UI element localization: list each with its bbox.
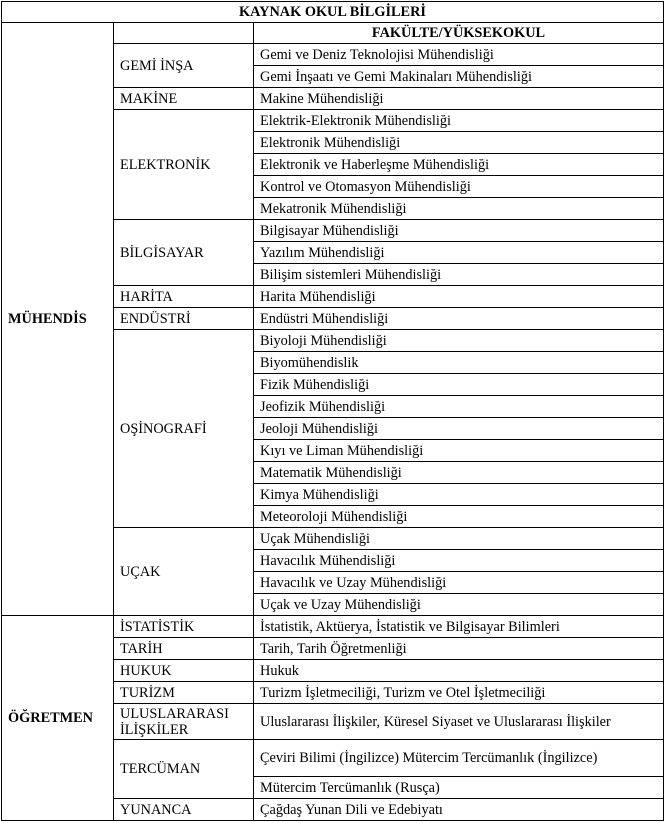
category-label: GEMİ İNŞA: [114, 44, 254, 88]
program-cell: İstatistik, Aktüerya, İstatistik ve Bilgisayar Bilimleri: [254, 616, 664, 638]
program-cell: Tarih, Tarih Öğretmenliği: [254, 638, 664, 660]
program-cell: Fizik Mühendisliği: [254, 374, 664, 396]
program-cell: Kontrol ve Otomasyon Mühendisliği: [254, 176, 664, 198]
category-label: HARİTA: [114, 286, 254, 308]
program-cell: Havacılık Mühendisliği: [254, 550, 664, 572]
program-cell: Elektronik ve Haberleşme Mühendisliği: [254, 154, 664, 176]
program-cell: Kimya Mühendisliği: [254, 484, 664, 506]
category-label: YUNANCA: [114, 799, 254, 821]
program-cell: Biyomühendislik: [254, 352, 664, 374]
subheader-empty-cell: [114, 23, 254, 44]
program-cell: Meteoroloji Mühendisliği: [254, 506, 664, 528]
category-label: MAKİNE: [114, 88, 254, 110]
program-cell: Jeofizik Mühendisliği: [254, 396, 664, 418]
category-label: İSTATİSTİK: [114, 616, 254, 638]
program-cell: Uçak Mühendisliği: [254, 528, 664, 550]
category-label: TURİZM: [114, 682, 254, 704]
title-row: [2, 2, 664, 23]
group-label: MÜHENDİS: [2, 23, 114, 616]
program-cell: Turizm İşletmeciliği, Turizm ve Otel İşletmeciliği: [254, 682, 664, 704]
table-body: [2, 2, 664, 821]
program-cell: Bilgisayar Mühendisliği: [254, 220, 664, 242]
program-cell: Uçak ve Uzay Mühendisliği: [254, 594, 664, 616]
category-label: OŞİNOGRAFİ: [114, 330, 254, 528]
program-cell: Makine Mühendisliği: [254, 88, 664, 110]
program-cell: Çeviri Bilimi (İngilizce) Mütercim Tercümanlık (İngilizce): [254, 740, 664, 777]
program-cell: Mütercim Tercümanlık (Rusça): [254, 777, 664, 799]
category-label: ELEKTRONİK: [114, 110, 254, 220]
category-label: TERCÜMAN: [114, 740, 254, 799]
program-cell: Elektronik Mühendisliği: [254, 132, 664, 154]
program-cell: Harita Mühendisliği: [254, 286, 664, 308]
category-label: HUKUK: [114, 660, 254, 682]
program-cell: Yazılım Mühendisliği: [254, 242, 664, 264]
program-cell: Biyoloji Mühendisliği: [254, 330, 664, 352]
program-cell: Elektrik-Elektronik Mühendisliği: [254, 110, 664, 132]
program-cell: Bilişim sistemleri Mühendisliği: [254, 264, 664, 286]
program-cell: Çağdaş Yunan Dili ve Edebiyatı: [254, 799, 664, 821]
program-cell: Kıyı ve Liman Mühendisliği: [254, 440, 664, 462]
category-label: ENDÜSTRİ: [114, 308, 254, 330]
program-cell: Jeoloji Mühendisliği: [254, 418, 664, 440]
program-cell: Mekatronik Mühendisliği: [254, 198, 664, 220]
group-label: ÖĞRETMEN: [2, 616, 114, 821]
category-label: ULUSLARARASI İLİŞKİLER: [114, 704, 254, 740]
category-label: TARİH: [114, 638, 254, 660]
program-cell: Gemi ve Deniz Teknolojisi Mühendisliği: [254, 44, 664, 66]
table-title: KAYNAK OKUL BİLGİLERİ: [2, 2, 664, 23]
program-cell: Uluslararası İlişkiler, Küresel Siyaset ve Uluslararası İlişkiler: [254, 704, 664, 740]
category-label: BİLGİSAYAR: [114, 220, 254, 286]
program-cell: Matematik Mühendisliği: [254, 462, 664, 484]
program-cell: Gemi İnşaatı ve Gemi Makinaları Mühendisliği: [254, 66, 664, 88]
source-school-table: [1, 1, 664, 821]
program-cell: Havacılık ve Uzay Mühendisliği: [254, 572, 664, 594]
subheader-row: [2, 23, 664, 44]
subheader: FAKÜLTE/YÜKSEKOKUL: [254, 23, 664, 44]
program-cell: Hukuk: [254, 660, 664, 682]
program-cell: Endüstri Mühendisliği: [254, 308, 664, 330]
category-label: UÇAK: [114, 528, 254, 616]
table-row: [2, 616, 664, 638]
